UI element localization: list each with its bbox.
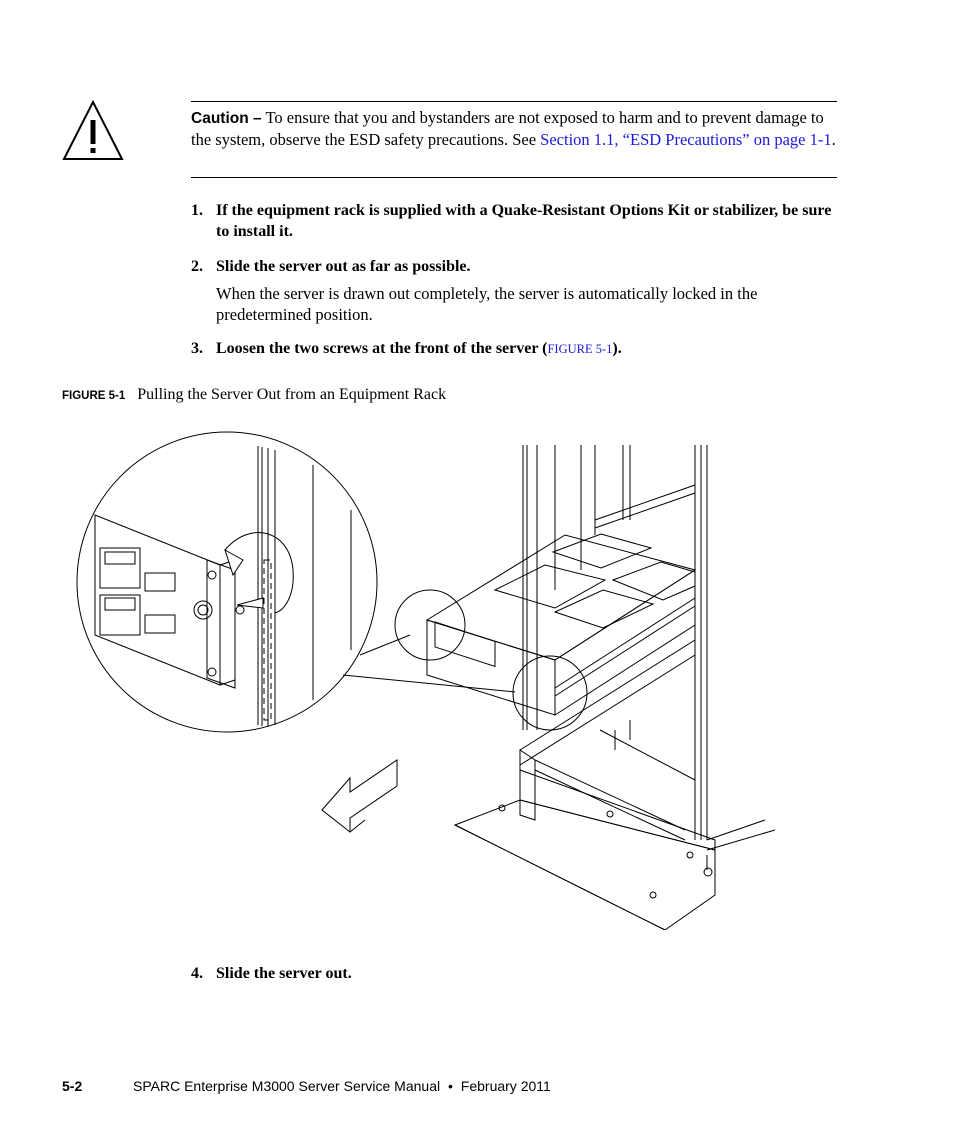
step-2-detail: When the server is drawn out completely, the server is automatically locked in the predetermined position.: [216, 284, 758, 324]
figure-title: Pulling the Server Out from an Equipment Rack: [137, 386, 447, 403]
step-3: [191, 338, 837, 360]
running-footer: [133, 1078, 551, 1094]
step-text: Loosen the two screws at the front of the server (: [216, 340, 548, 357]
pull-direction-arrow: [322, 760, 397, 832]
caution-end: .: [831, 129, 836, 149]
caution-label: Caution –: [191, 110, 262, 127]
caution-bottom-rule: [191, 177, 837, 178]
step-number: 1.: [191, 202, 203, 219]
step-1: [191, 200, 837, 242]
step-text-end: ).: [612, 340, 622, 357]
screw-detail-circle-right: [513, 656, 587, 730]
figure-caption: [62, 386, 446, 404]
esd-precautions-link[interactable]: Section 1.1, “ESD Precautions” on page 1-1: [540, 129, 832, 149]
detail-magnifier-circle: [77, 432, 377, 732]
footer-bullet: •: [447, 1078, 453, 1094]
step-4: [191, 963, 837, 984]
rack-server-illustration: [75, 430, 775, 930]
step-text: Slide the server out.: [216, 965, 352, 982]
step-text: Slide the server out as far as possible.: [216, 258, 471, 275]
caution-body: To ensure that you and bystanders are not exposed to harm and to prevent damage to the system, observe the ESD safety precautions. See: [191, 108, 824, 149]
step-2: [191, 256, 837, 277]
figure-5-1-link[interactable]: FIGURE 5-1: [547, 342, 613, 356]
page-number: 5-2: [62, 1078, 83, 1094]
step-text: If the equipment rack is supplied with a Quake-Resistant Options Kit or stabilizer, be sure to install it.: [216, 202, 832, 240]
caution-top-rule: [191, 101, 837, 102]
screw-detail-circle-left: [395, 590, 465, 660]
manual-title: SPARC Enterprise M3000 Server Service Manual: [133, 1078, 441, 1094]
step-number: 4.: [191, 965, 203, 982]
step-number: 3.: [191, 340, 203, 357]
caution-note: [191, 108, 837, 150]
step-number: 2.: [191, 258, 203, 275]
figure-label: FIGURE 5-1: [62, 390, 126, 402]
caution-icon: [62, 100, 124, 162]
publication-date: February 2011: [460, 1078, 551, 1094]
